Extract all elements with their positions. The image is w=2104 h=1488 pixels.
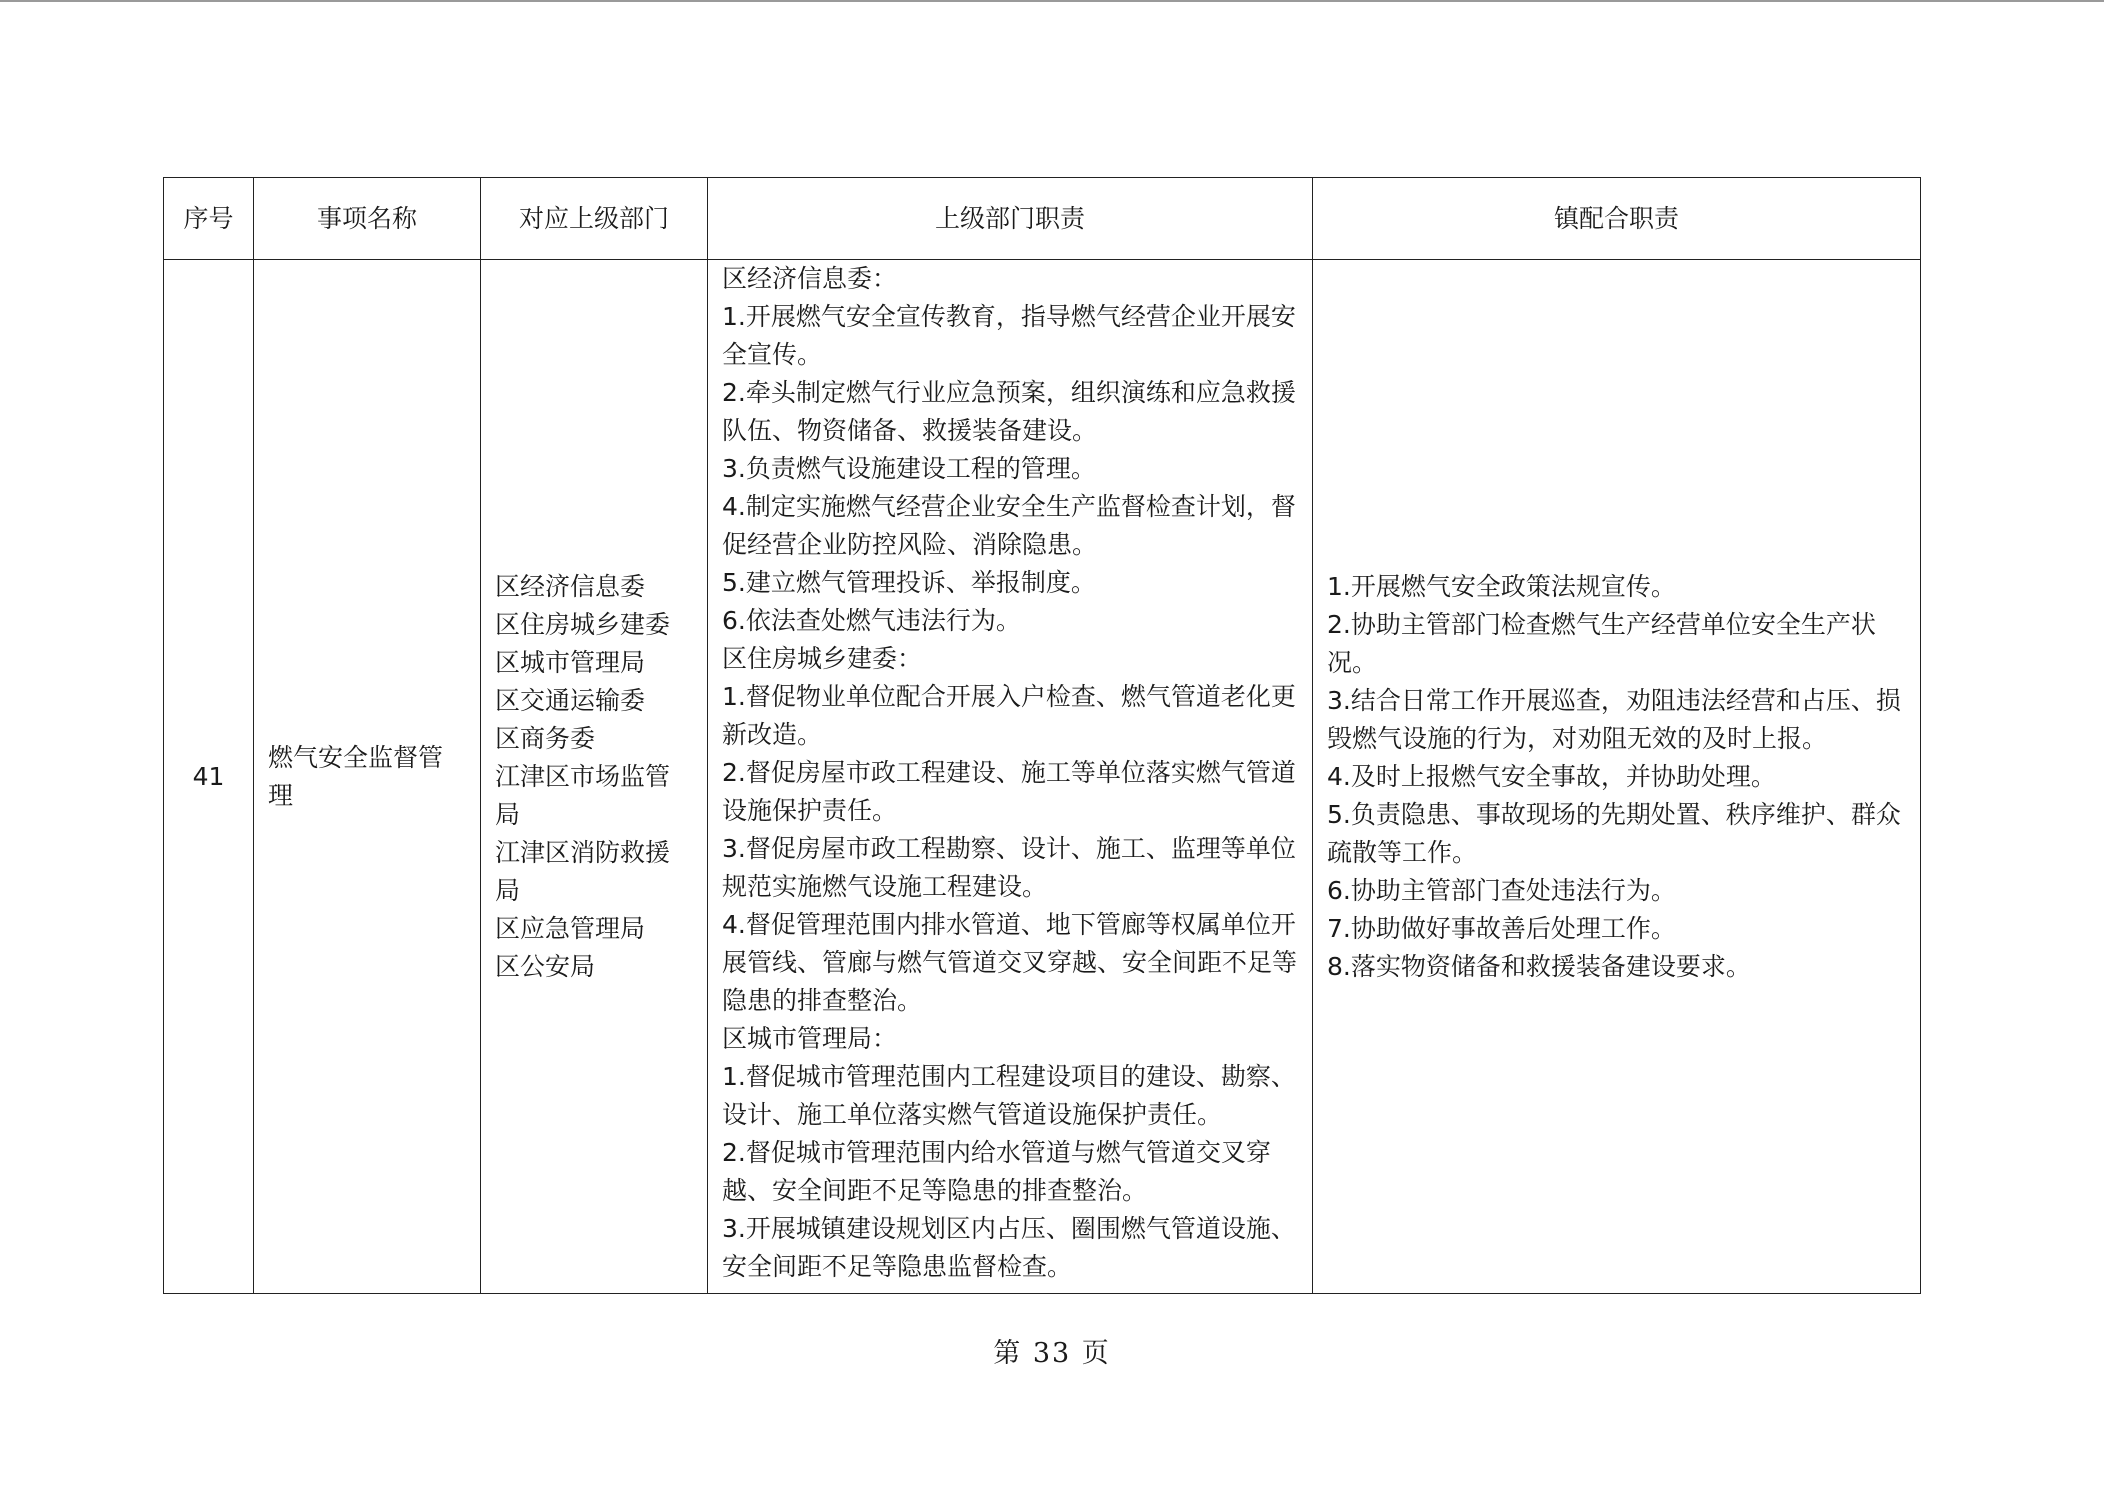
town-duty-line: 1.开展燃气安全政策法规宣传。 bbox=[1327, 571, 1676, 601]
page-top-border bbox=[0, 0, 2104, 2]
town-duty-line: 4.及时上报燃气安全事故，并协助处理。 bbox=[1327, 761, 1776, 791]
responsibility-table bbox=[163, 177, 1921, 1294]
duty-line: 1.督促物业单位配合开展入户检查、燃气管道老化更新改造。 bbox=[722, 682, 1296, 749]
duty-line: 3.开展城镇建设规划区内占压、圈围燃气管道设施、安全间距不足等隐患监督检查。 bbox=[722, 1214, 1296, 1281]
duty-line: 2.牵头制定燃气行业应急预案，组织演练和应急救援队伍、物资储备、救援装备建设。 bbox=[722, 378, 1296, 445]
table-row bbox=[164, 260, 1921, 1294]
page-number-footer bbox=[0, 1331, 2104, 1370]
department-line: 区应急管理局 bbox=[495, 913, 646, 943]
department-line: 区城市管理局 bbox=[495, 647, 646, 677]
department-line: 区经济信息委 bbox=[495, 571, 646, 601]
town-duty-line: 3.结合日常工作开展巡查，劝阻违法经营和占压、损毁燃气设施的行为，对劝阻无效的及时上报。 bbox=[1327, 685, 1901, 753]
page-suffix: 页 bbox=[1081, 1338, 1111, 1369]
town-duty-line: 7.协助做好事故善后处理工作。 bbox=[1327, 913, 1676, 943]
cell-departments bbox=[481, 260, 708, 1294]
department-line: 区商务委 bbox=[495, 723, 596, 753]
department-line: 江津区市场监管局 bbox=[495, 761, 671, 829]
duty-line: 4.督促管理范围内排水管道、地下管廊等权属单位开展管线、管廊与燃气管道交叉穿越、安全间距不足等隐患的排查整治。 bbox=[722, 910, 1298, 1015]
town-duty-line: 6.协助主管部门查处违法行为。 bbox=[1327, 875, 1676, 905]
duty-line: 3.督促房屋市政工程勘察、设计、施工、监理等单位规范实施燃气设施工程建设。 bbox=[722, 834, 1296, 901]
header-upper-department: 对应上级部门 bbox=[481, 178, 708, 260]
cell-town-duties bbox=[1313, 260, 1921, 1294]
town-duty-line: 8.落实物资储备和救援装备建设要求。 bbox=[1327, 951, 1751, 981]
header-seq: 序号 bbox=[164, 178, 254, 260]
duty-line: 2.督促城市管理范围内给水管道与燃气管道交叉穿越、安全间距不足等隐患的排查整治。 bbox=[722, 1138, 1271, 1205]
department-line: 江津区消防救援局 bbox=[495, 837, 671, 905]
duty-line: 4.制定实施燃气经营企业安全生产监督检查计划，督促经营企业防控风险、消除隐患。 bbox=[722, 492, 1296, 559]
page-number: 33 bbox=[1032, 1338, 1072, 1369]
header-item-name: 事项名称 bbox=[254, 178, 481, 260]
town-duty-line: 5.负责隐患、事故现场的先期处置、秩序维护、群众疏散等工作。 bbox=[1327, 799, 1901, 867]
duty-line: 3.负责燃气设施建设工程的管理。 bbox=[722, 454, 1096, 483]
duty-line: 区城市管理局： bbox=[722, 1024, 898, 1053]
department-line: 区公安局 bbox=[495, 951, 596, 981]
duty-line: 区经济信息委： bbox=[722, 264, 898, 293]
cell-item-name: 燃气安全监督管理 bbox=[254, 260, 481, 1294]
department-line: 区住房城乡建委 bbox=[495, 609, 671, 639]
duty-line: 5.建立燃气管理投诉、举报制度。 bbox=[722, 568, 1096, 597]
department-line: 区交通运输委 bbox=[495, 685, 646, 715]
duty-line: 6.依法查处燃气违法行为。 bbox=[722, 606, 1021, 635]
table-header-row bbox=[164, 178, 1921, 260]
header-upper-duties: 上级部门职责 bbox=[708, 178, 1313, 260]
page-prefix: 第 bbox=[993, 1338, 1023, 1369]
town-duty-line: 2.协助主管部门检查燃气生产经营单位安全生产状况。 bbox=[1327, 609, 1876, 677]
header-town-duties: 镇配合职责 bbox=[1313, 178, 1921, 260]
cell-upper-duties bbox=[708, 260, 1313, 1294]
cell-seq: 41 bbox=[164, 260, 254, 1294]
duty-line: 2.督促房屋市政工程建设、施工等单位落实燃气管道设施保护责任。 bbox=[722, 758, 1296, 825]
duty-line: 1.督促城市管理范围内工程建设项目的建设、勘察、设计、施工单位落实燃气管道设施保护责任。 bbox=[722, 1062, 1296, 1129]
duty-line: 1.开展燃气安全宣传教育，指导燃气经营企业开展安全宣传。 bbox=[722, 302, 1296, 369]
duty-line: 区住房城乡建委： bbox=[722, 644, 923, 673]
